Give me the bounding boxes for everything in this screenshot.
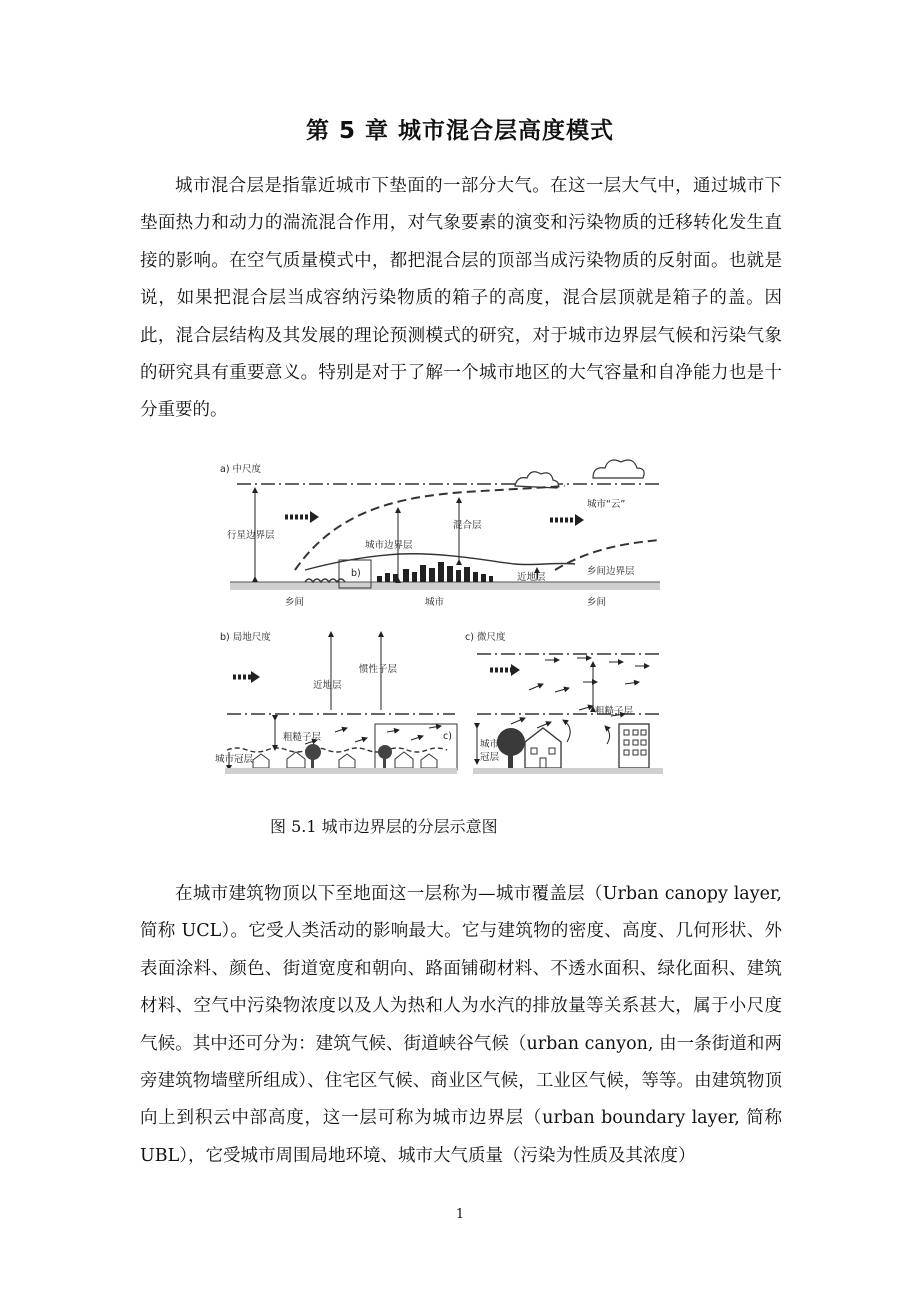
wind-arrowhead-c bbox=[511, 664, 520, 676]
urban-boundary-layer-figure bbox=[215, 452, 665, 798]
panel-b-label: b) 局地尺度 bbox=[220, 632, 271, 643]
ucl-paragraph: 在城市建筑物顶以下至地面这一层称为—城市覆盖层（Urban canopy layer,简称 UCL）。它受人类活动的影响最大。它与建筑物的密度、高度、几何形状、外表面涂料、颜色、街道宽度和朝向、路面铺砌材料、不透水面积、绿化面积、建筑材料、空气中污染物浓度以及人为热和人为水汽的排放量等关系甚大，属于小尺度气候。其中还可分为：建筑气候、街道峡谷气候（urban canyon, 由一条街道和两旁建筑物墙壁所组成）、住宅区气候、商业区气候，工业区气候，等等。由建筑物顶向上到积云中部高度，这一层可称为城市边界层（urban boundary layer, 简称 UBL），它受城市周围局地环境、城市大气质量（污染为性质及其浓度） bbox=[140, 884, 782, 1166]
wind-arrowhead-b bbox=[251, 671, 260, 683]
panel-b-scene bbox=[253, 744, 437, 768]
panel-a bbox=[220, 460, 660, 608]
city-buildings bbox=[377, 562, 493, 582]
figure-svg bbox=[215, 452, 665, 798]
urban-canopy-label-c1: 城市 bbox=[480, 739, 500, 750]
house-icon bbox=[525, 728, 561, 768]
canopy-top-wavy-line bbox=[227, 748, 447, 752]
ground-strip bbox=[230, 582, 660, 590]
rural-bl-label: 乡间边界层 bbox=[587, 566, 635, 577]
urban-canopy-label-c2: 冠层 bbox=[480, 752, 500, 763]
city-label: 城市 bbox=[425, 597, 445, 608]
tree-trunk bbox=[508, 752, 513, 768]
cloud-right-icon bbox=[593, 460, 644, 478]
turbulence-arrows-b bbox=[305, 726, 441, 744]
tree-icon bbox=[497, 728, 525, 756]
mixed-layer-top-curve bbox=[295, 486, 565, 570]
mixed-layer-label: 混合层 bbox=[453, 520, 482, 531]
inset-b-label: b) bbox=[351, 568, 361, 579]
panel-a-label: a) 中尺度 bbox=[220, 464, 262, 475]
roughness-sublayer-label-b: 粗糙子层 bbox=[283, 732, 322, 743]
panel-b bbox=[215, 631, 457, 774]
ground-strip-c bbox=[473, 768, 663, 774]
panel-c-label: c) 微尺度 bbox=[465, 632, 506, 643]
urban-canopy-label-b: 城市冠层 bbox=[215, 754, 254, 765]
inset-c-label: c) bbox=[443, 731, 452, 742]
panel-c bbox=[465, 631, 663, 774]
planetary-bl-label: 行星边界层 bbox=[227, 530, 275, 541]
cloud-left-icon bbox=[515, 472, 558, 488]
urban-cloud-label: 城市“云” bbox=[587, 499, 626, 510]
rural-left-label: 乡间 bbox=[285, 597, 305, 608]
roughness-sublayer-label-c: 粗糙子层 bbox=[595, 706, 634, 717]
rural-right-label: 乡间 bbox=[587, 597, 607, 608]
page-number: 1 bbox=[455, 1207, 465, 1222]
page-title: 第 5 章 城市混合层高度模式 bbox=[305, 118, 615, 144]
wind-arrowhead-right bbox=[575, 514, 584, 526]
urban-bl-label: 城市边界层 bbox=[365, 540, 413, 551]
wind-arrowhead-left bbox=[310, 511, 319, 523]
figure-caption: 图 5.1 城市边界层的分层示意图 bbox=[270, 817, 498, 836]
surface-layer-label-a: 近地层 bbox=[517, 572, 546, 583]
surface-layer-label-b: 近地层 bbox=[313, 680, 342, 691]
intro-paragraph: 城市混合层是指靠近城市下垫面的一部分大气。在这一层大气中，通过城市下垫面热力和动力的湍流混合作用，对气象要素的演变和污染物质的迁移转化发生直接的影响。在空气质量模式中，都把混合层的顶部当成污染物质的反射面。也就是说，如果把混合层当成容纳污染物质的箱子的高度，混合层顶就是箱子的盖。因此，混合层结构及其发展的理论预测模式的研究，对于城市边界层气候和污染气象的研究具有重要意义。特别是对于了解一个城市地区的大气容量和自净能力也是十分重要的。 bbox=[140, 176, 782, 421]
inertial-sublayer-label: 惯性子层 bbox=[359, 664, 398, 675]
ground-strip-b bbox=[225, 768, 457, 774]
